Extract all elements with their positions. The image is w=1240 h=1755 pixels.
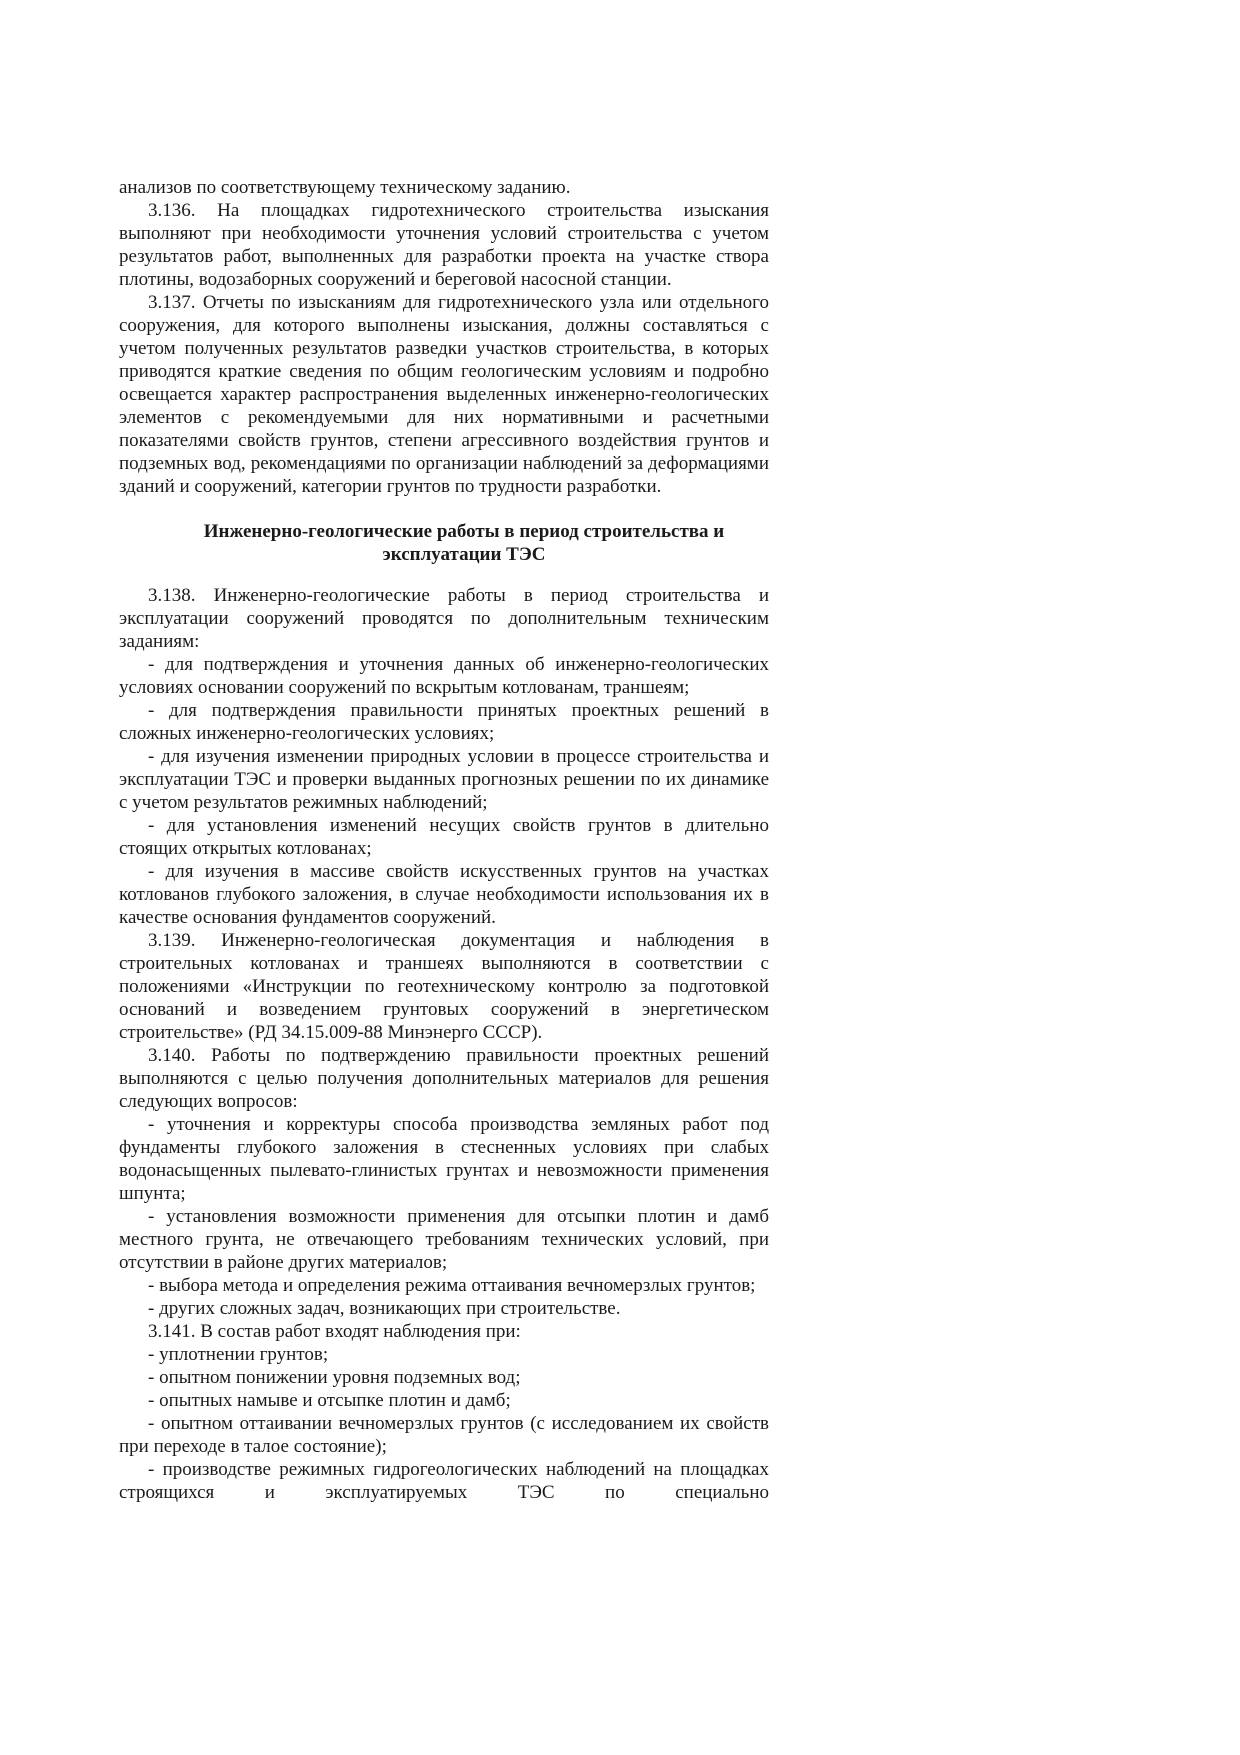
list-item: - уточнения и корректуры способа производства земляных работ под фундаменты глубокого заложения в стесненных условиях при слабых водонасыщенных пылевато-глинистых грунтах и невозможности применения шпунта; xyxy=(119,1114,769,1204)
paragraph-3-136: 3.136. На площадках гидротехнического строительства изыскания выполняют при необходимости уточнения условий строительства с учетом результатов работ, выполненных для разработки проекта на участке створа плотины, водозаборных сооружений и береговой насосной станции. xyxy=(119,200,769,290)
list-item: - для изучения в массиве свойств искусственных грунтов на участках котлованов глубокого заложения, в случае необходимости использования их в качестве основания фундаментов сооружений. xyxy=(119,861,769,928)
paragraph-3-141: 3.141. В состав работ входят наблюдения при: xyxy=(148,1321,521,1342)
list-item: - опытном оттаивании вечномерзлых грунтов (с исследованием их свойств при переходе в талое состояние); xyxy=(119,1413,769,1457)
list-item: - опытных намыве и отсыпке плотин и дамб; xyxy=(148,1390,511,1411)
list-item: - для подтверждения правильности принятых проектных решений в сложных инженерно-геологических условиях; xyxy=(119,700,769,744)
list-item: - опытном понижении уровня подземных вод; xyxy=(148,1367,521,1388)
list-item: - для изучения изменении природных условии в процессе строительства и эксплуатации ТЭС и проверки выданных прогнозных решении по их динамике с учетом результатов режимных наблюдений; xyxy=(119,746,769,813)
section-heading: Инженерно-геологические работы в период строительства и эксплуатации ТЭС xyxy=(203,521,725,565)
list-item: - для установления изменений несущих свойств грунтов в длительно стоящих открытых котлованах; xyxy=(119,815,769,859)
list-item: - для подтверждения и уточнения данных об инженерно-геологических условиях основании сооружений по вскрытым котлованам, траншеям; xyxy=(119,654,769,698)
document-body xyxy=(119,176,769,1504)
list-item: - установления возможности применения для отсыпки плотин и дамб местного грунта, не отвечающего требованиям технических условий, при отсутствии в районе других материалов; xyxy=(119,1206,769,1273)
paragraph-3-139: 3.139. Инженерно-геологическая документация и наблюдения в строительных котлованах и траншеях выполняются в соответствии с положениями «Инструкции по геотехническому контролю за подготовкой оснований и возведением грунтовых сооружений в энергетическом строительстве» (РД 34.15.009-88 Минэнерго СССР). xyxy=(119,930,769,1043)
list-item: - других сложных задач, возникающих при строительстве. xyxy=(148,1298,621,1319)
list-item: - уплотнении грунтов; xyxy=(148,1344,329,1365)
list-item: - выбора метода и определения режима оттаивания вечномерзлых грунтов; xyxy=(148,1275,756,1296)
paragraph-3-138: 3.138. Инженерно-геологические работы в период строительства и эксплуатации сооружений проводятся по дополнительным техническим заданиям: xyxy=(119,585,769,652)
paragraph-3-137: 3.137. Отчеты по изысканиям для гидротехнического узла или отдельного сооружения, для которого выполнены изыскания, должны составляться с учетом полученных результатов разведки участков строительства, в которых приводятся краткие сведения по общим геологическим условиям и подробно освещается характер распространения выделенных инженерно-геологических элементов с рекомендуемыми для них нормативными и расчетными показателями свойств грунтов, степени агрессивного воздействия грунтов и подземных вод, рекомендациями по организации наблюдений за деформациями зданий и сооружений, категории грунтов по трудности разработки. xyxy=(119,292,769,497)
list-item: - производстве режимных гидрогеологических наблюдений на площадках строящихся и эксплуатируемых ТЭС по специально xyxy=(119,1459,769,1503)
paragraph-continuation: анализов по соответствующему техническому заданию. xyxy=(119,177,571,198)
paragraph-3-140: 3.140. Работы по подтверждению правильности проектных решений выполняются с целью получения дополнительных материалов для решения следующих вопросов: xyxy=(119,1045,769,1112)
